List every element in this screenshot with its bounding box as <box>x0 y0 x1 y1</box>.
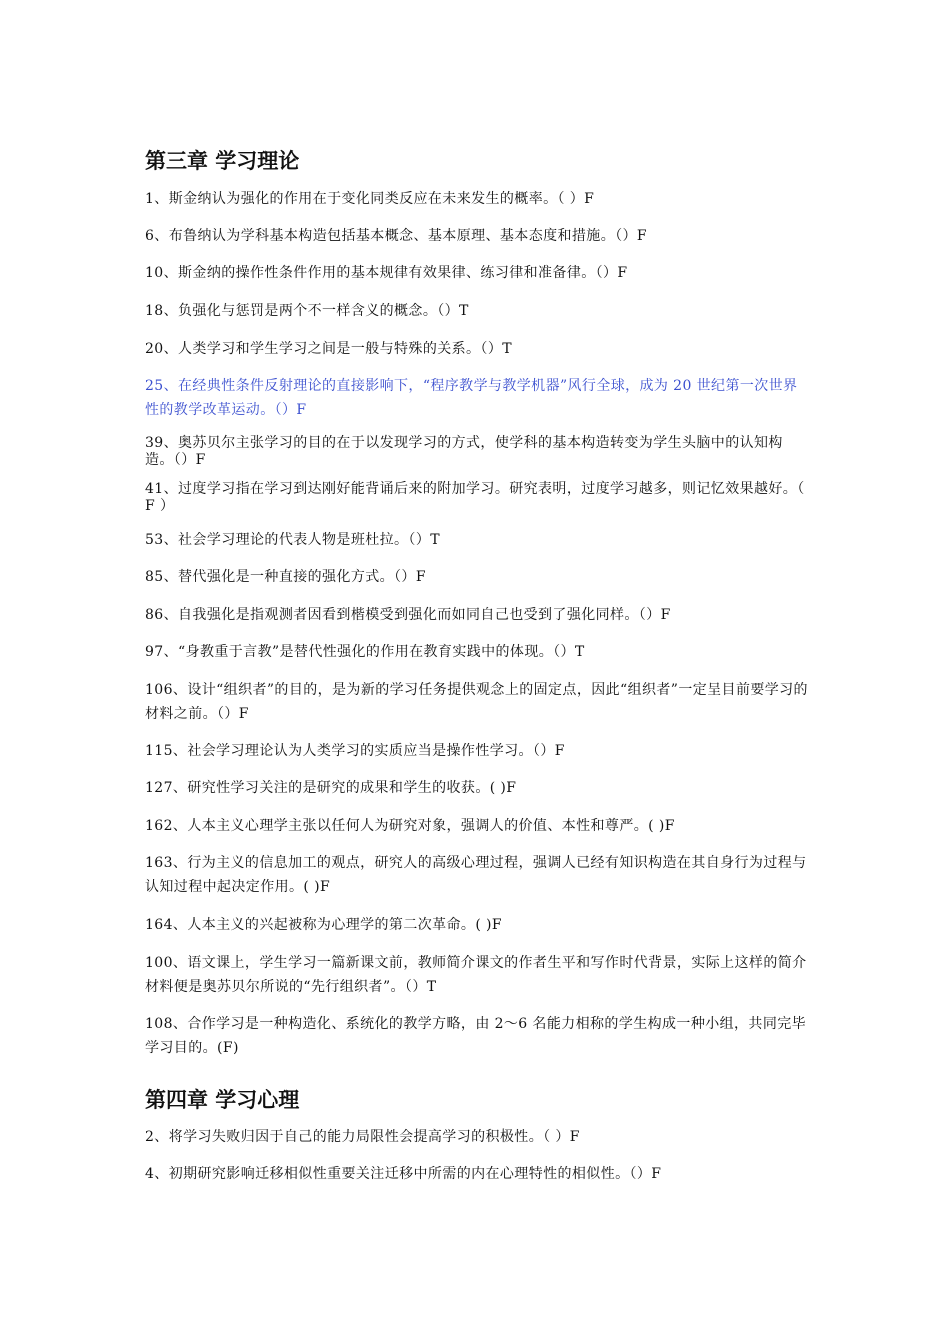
question-item: 85、替代强化是一种直接的强化方式。（）F <box>145 569 426 585</box>
question-item: 97、“身教重于言教”是替代性强化的作用在教育实践中的体现。（）T <box>145 644 585 660</box>
question-item: 6、布鲁纳认为学科基本构造包括基本概念、基本原理、基本态度和措施。（）F <box>145 228 648 244</box>
question-item: 108、合作学习是一种构造化、系统化的教学方略，由 2～6 名能力相称的学生构成一种小组，共同完毕学习目的。(F) <box>145 1016 807 1056</box>
question-item: 10、斯金纳的操作性条件作用的基本规律有效果律、练习律和准备律。（）F <box>145 265 628 281</box>
question-item-highlighted: 25、在经典性条件反射理论的直接影响下，“程序教学与教学机器”风行全球，成为 20 世纪第一次世界性的教学改革运动。（）F <box>145 378 798 418</box>
question-item: 1、斯金纳认为强化的作用在于变化同类反应在未来发生的概率。（ ）F <box>145 191 595 207</box>
question-item: 163、行为主义的信息加工的观点，研究人的高级心理过程，强调人已经有知识构造在其自身行为过程与认知过程中起决定作用。( )F <box>145 855 807 895</box>
question-item: 53、社会学习理论的代表人物是班杜拉。（）T <box>145 532 440 548</box>
question-item: 100、语文课上，学生学习一篇新课文前，教师简介课文的作者生平和写作时代背景，实际上这样的简介材料便是奥苏贝尔所说的“先行组织者”。（）T <box>145 955 807 995</box>
document-page <box>145 0 810 1344</box>
question-item: 20、人类学习和学生学习之间是一般与特殊的关系。（）T <box>145 341 512 357</box>
question-item: 106、设计“组织者”的目的，是为新的学习任务提供观念上的固定点，因此“组织者”一定呈目前要学习的材料之前。（）F <box>145 682 808 722</box>
question-item: 39、奥苏贝尔主张学习的目的在于以发现学习的方式，使学科的基本构造转变为学生头脑中的认知构造。（）F <box>145 435 783 468</box>
question-item: 162、人本主义心理学主张以任何人为研究对象，强调人的价值、本性和尊严。( )F <box>145 818 675 834</box>
chapter3-heading: 第三章 学习理论 <box>145 149 300 173</box>
question-item: 2、将学习失败归因于自己的能力局限性会提高学习的积极性。（ ）F <box>145 1129 580 1145</box>
question-item: 4、初期研究影响迁移相似性重要关注迁移中所需的内在心理特性的相似性。（）F <box>145 1166 662 1182</box>
question-item: 115、社会学习理论认为人类学习的实质应当是操作性学习。（）F <box>145 743 565 759</box>
chapter4-heading: 第四章 学习心理 <box>145 1088 300 1112</box>
question-item: 86、自我强化是指观测者因看到楷模受到强化而如同自己也受到了强化同样。（）F <box>145 607 671 623</box>
question-item: 127、研究性学习关注的是研究的成果和学生的收获。( )F <box>145 780 517 796</box>
question-item: 18、负强化与惩罚是两个不一样含义的概念。（）T <box>145 303 469 319</box>
question-item: 164、人本主义的兴起被称为心理学的第二次革命。( )F <box>145 917 503 933</box>
question-item: 41、过度学习指在学习到达刚好能背诵后来的附加学习。研究表明，过度学习越多，则记忆效果越好。（ F ） <box>145 481 805 514</box>
